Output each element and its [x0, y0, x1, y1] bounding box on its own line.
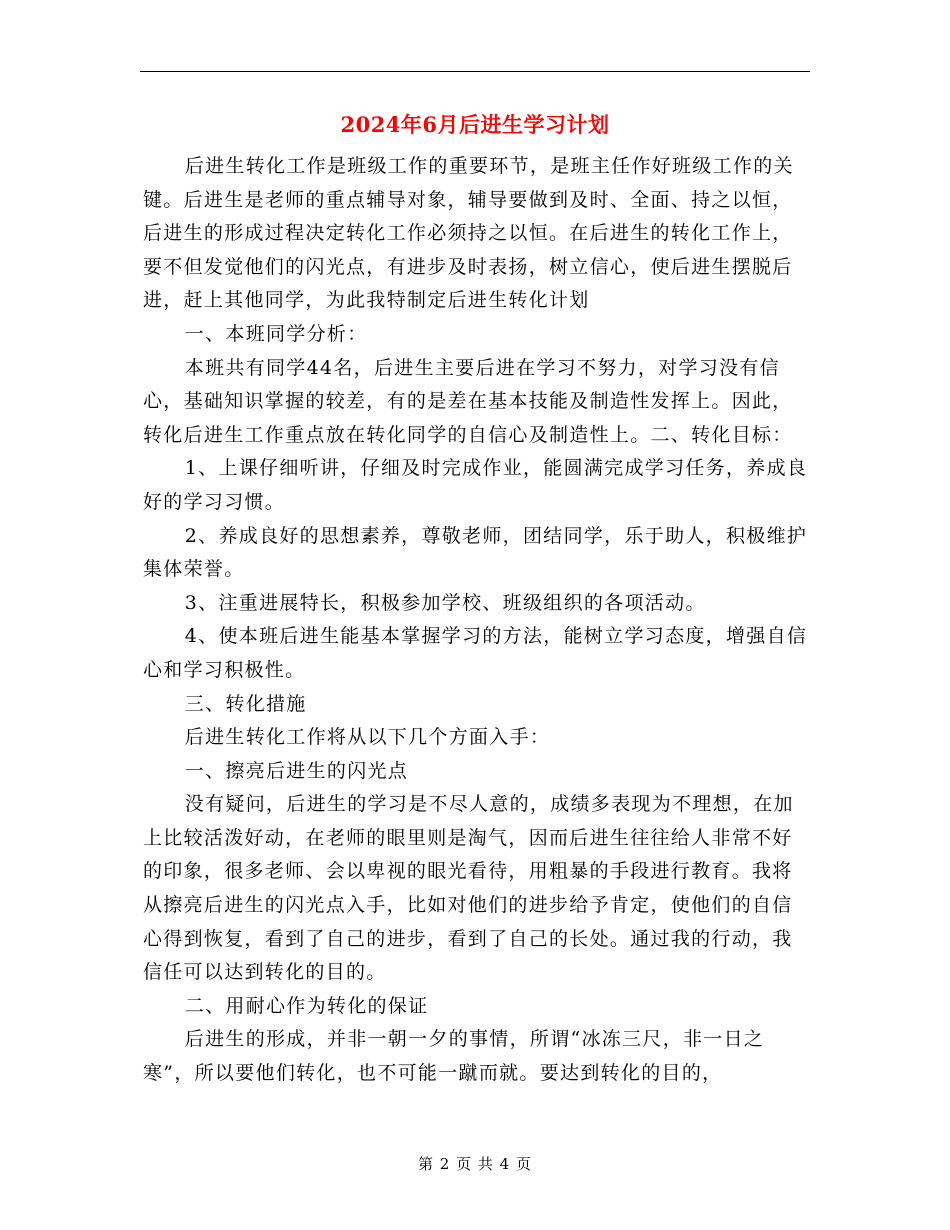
paragraph-class-analysis: 本班共有同学44名，后进生主要后进在学习不努力，对学习没有信心，基础知识掌握的较差，有的是差在基本技能及制造性发挥上。因此，转化后进生工作重点放在转化同学的自信心及制造性上。二、转化目标：: [143, 356, 793, 446]
paragraph-intro: 后进生转化工作是班级工作的重要环节，是班主任作好班级工作的关键。后进生是老师的重点辅导对象，辅导要做到及时、全面、持之以恒，后进生的形成过程决定转化工作必须持之以恒。在后进生的转化工作上，要不但发觉他们的闪光点，有进步及时表扬，树立信心，使后进生摆脱后进，赶上其他同学，为此我特制定后进生转化计划: [143, 155, 794, 312]
heading-measure-2: 二、用耐心作为转化的保证: [184, 994, 429, 1017]
goal-item-1: 1、上课仔细听讲，仔细及时完成作业，能圆满完成学习任务，养成良好的学习习惯。: [143, 457, 808, 513]
goal-item-2: 2、养成良好的思想素养，尊敬老师，团结同学，乐于助人，积极维护集体荣誉。: [143, 524, 808, 581]
paragraph-measure-2: 后进生的形成，并非一朝一夕的事情，所谓“冰冻三尺，非一日之寒”，所以要他们转化，也不可能一蹴而就。要达到转化的目的，: [143, 1028, 765, 1085]
goal-item-4: 4、使本班后进生能基本掌握学习的方法，能树立学习态度，增强自信心和学习积极性。: [143, 625, 808, 681]
header-rule: [140, 71, 810, 72]
heading-measures: 三、转化措施: [184, 692, 307, 715]
heading-class-analysis: 一、本班同学分析：: [184, 322, 368, 345]
paragraph-measures-intro: 后进生转化工作将从以下几个方面入手：: [184, 726, 551, 749]
heading-measure-1: 一、擦亮后进生的闪光点: [184, 759, 409, 782]
goal-item-3: 3、注重进展特长，积极参加学校、班级组织的各项活动。: [184, 591, 706, 614]
document-title: 2024年6月后进生学习计划: [340, 112, 610, 137]
page-footer: 第 2 页 共 4 页: [418, 1155, 532, 1173]
document-body: [143, 150, 811, 1091]
paragraph-measure-1: 没有疑问，后进生的学习是不尽人意的，成绩多表现为不理想，在加上比较活泼好动，在老师的眼里则是淘气，因而后进生往往给人非常不好的印象，很多老师、会以卑视的眼光看待，用粗暴的手段进行教育。我将从擦亮后进生的闪光点入手，比如对他们的进步给予肯定，使他们的自信心得到恢复，看到了自己的进步，看到了自己的长处。通过我的行动，我信任可以达到转化的目的。: [143, 793, 794, 984]
